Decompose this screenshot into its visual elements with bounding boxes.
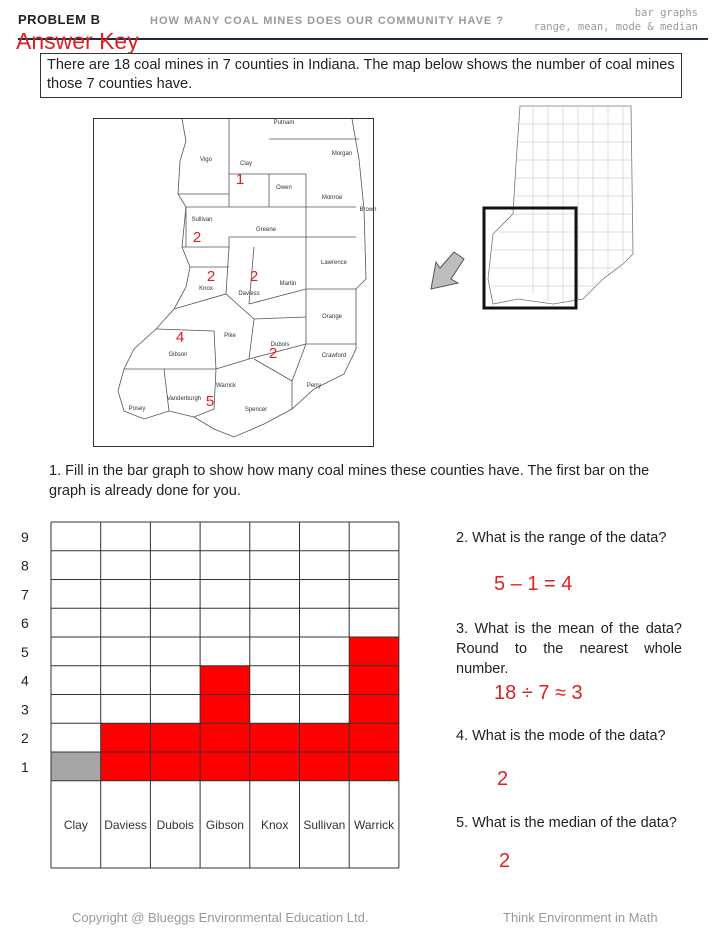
mine-count-sullivan: 2 <box>192 229 202 246</box>
footer-copyright: Copyright @ Blueggs Environmental Education Ltd. <box>72 910 369 925</box>
county-label: Sullivan <box>191 217 213 223</box>
county-label: Putnam <box>273 120 295 126</box>
county-label: Posey <box>128 406 146 412</box>
topic-tag <box>534 6 698 34</box>
county-map <box>93 118 377 447</box>
y-tick-label: 5 <box>21 643 29 660</box>
county-label: Knox <box>199 286 213 292</box>
answer-key-label: Answer Key <box>16 28 139 54</box>
y-tick-label: 8 <box>21 557 29 574</box>
question-1-text: 1. Fill in the bar graph to show how many coal mines these counties have. The first bar on the graph is already done for you. <box>49 463 650 499</box>
county-label: Monroe <box>321 195 343 201</box>
x-tick-label: Sullivan <box>303 818 346 832</box>
x-tick-label: Warrick <box>353 818 395 832</box>
county-label: Crawford <box>321 353 347 359</box>
topic-line-2: range, mean, mode & median <box>533 21 698 33</box>
question-3-answer: 18 ÷ 7 ≈ 3 <box>494 682 583 704</box>
county-label: Morgan <box>331 151 353 157</box>
question-5-text: 5. What is the median of the data? <box>456 815 677 831</box>
y-tick-label: 9 <box>21 528 29 545</box>
topic-line-1: bar graphs <box>634 7 698 19</box>
county-label: Pike <box>224 333 236 339</box>
county-label: Vigo <box>200 157 212 163</box>
y-tick-label: 2 <box>21 730 29 746</box>
y-tick-label: 4 <box>21 672 29 689</box>
mine-count-knox: 2 <box>206 268 216 285</box>
mine-count-warrick: 5 <box>205 393 215 410</box>
question-4-answer: 2 <box>497 768 509 790</box>
county-label: Gibson <box>168 352 188 358</box>
county-label: Vanderburgh <box>166 396 202 402</box>
county-map-drawing <box>94 119 377 446</box>
y-tick-label: 6 <box>21 615 29 631</box>
bar-warrick <box>349 637 399 781</box>
x-tick-label: Clay <box>63 818 88 832</box>
problem-label: PROBLEM B <box>18 12 101 27</box>
mine-count-daviess: 2 <box>249 268 259 285</box>
x-tick-label: Daviess <box>104 818 147 832</box>
y-tick-label: 7 <box>21 586 29 603</box>
county-label: Perry <box>306 383 322 389</box>
bar-clay <box>51 752 101 781</box>
question-2-text: 2. What is the range of the data? <box>456 530 667 546</box>
county-label: Owen <box>276 185 292 191</box>
footer-tagline: Think Environment in Math <box>503 910 658 925</box>
indiana-locator-map <box>483 104 633 310</box>
mine-count-gibson: 4 <box>175 329 185 346</box>
mine-count-clay: 1 <box>235 171 245 188</box>
intro-text: There are 18 coal mines in 7 counties in Indiana. The map below shows the number of coal mines those 7 counties have. <box>40 53 682 98</box>
county-label: Orange <box>321 314 343 320</box>
bar-chart <box>15 512 415 872</box>
county-label: Brown <box>359 207 377 213</box>
county-label: Spencer <box>244 407 268 413</box>
arrow-icon <box>428 252 468 292</box>
x-tick-label: Gibson <box>205 818 244 832</box>
county-label: Lawrence <box>320 260 348 266</box>
x-tick-label: Dubois <box>156 818 194 832</box>
county-label: Greene <box>255 227 277 233</box>
mine-count-dubois: 2 <box>268 345 278 362</box>
question-4-text: 4. What is the mode of the data? <box>456 728 666 744</box>
county-label: Martin <box>279 281 297 287</box>
county-label: Warrick <box>215 383 237 389</box>
county-label: Clay <box>239 161 253 167</box>
question-2-answer: 5 – 1 = 4 <box>494 573 573 595</box>
question-3-text: 3. What is the mean of the data? Round to the nearest whole number. <box>456 621 682 677</box>
county-label: Daviess <box>238 291 260 297</box>
page-title: HOW MANY COAL MINES DOES OUR COMMUNITY HAVE ? <box>150 15 505 27</box>
question-5-answer: 2 <box>499 850 511 872</box>
y-tick-label: 3 <box>21 701 29 718</box>
county-label: Dubois <box>270 342 290 348</box>
y-tick-label: 1 <box>21 758 29 775</box>
x-tick-label: Knox <box>260 818 289 832</box>
